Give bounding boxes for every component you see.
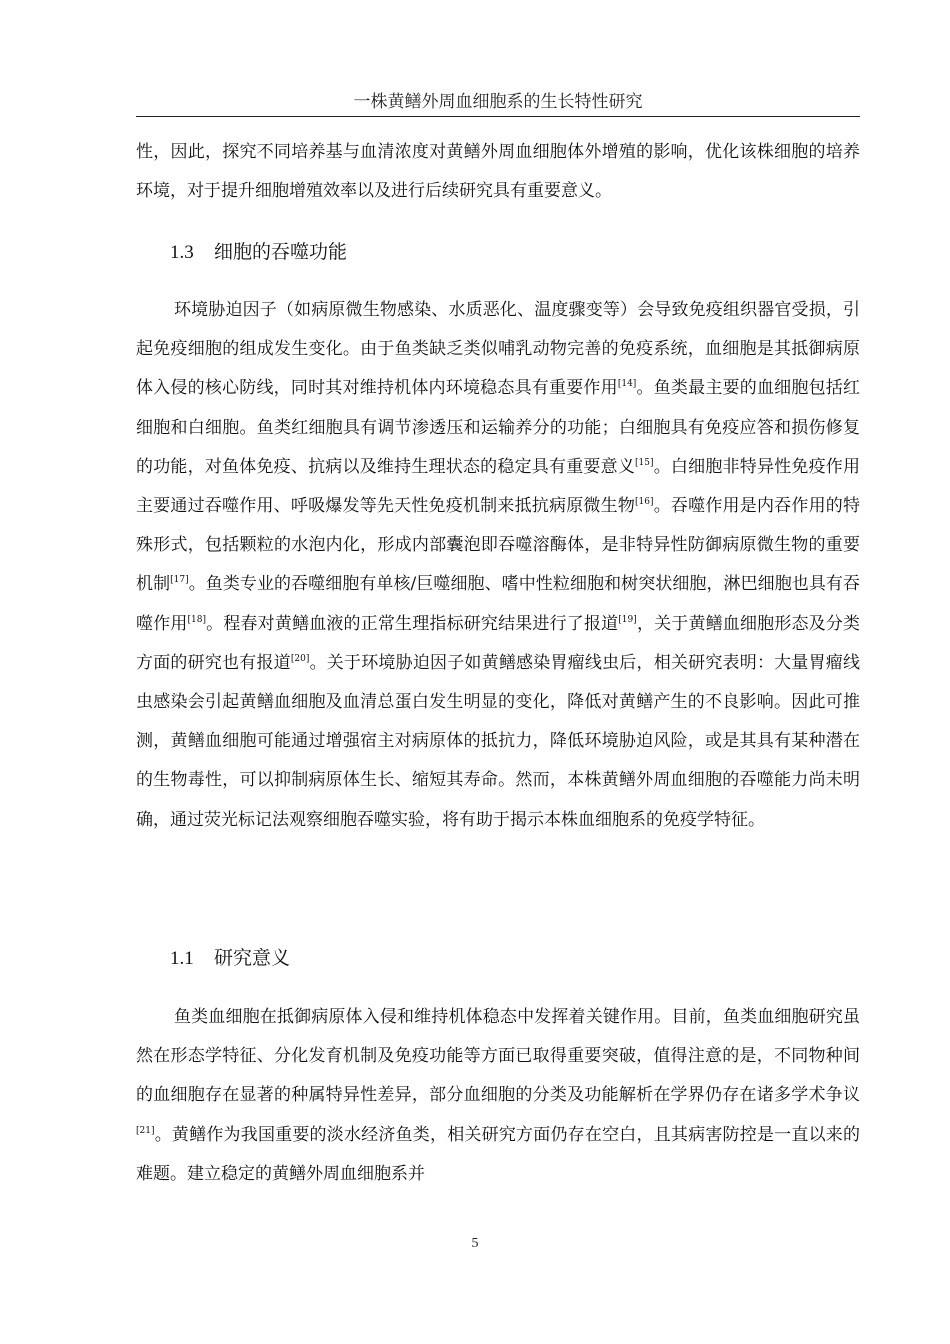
citation: [21] <box>136 1125 155 1136</box>
running-header: 一株黄鳝外周血细胞系的生长特性研究 <box>353 92 643 112</box>
paragraph-text: 。鱼类专业的吞噬细胞有单核/巨噬细胞、嗜中性粒细胞和树突状细胞，淋巴细胞也具有吞噬作用 <box>136 574 860 634</box>
phagocytosis-paragraph <box>136 291 860 840</box>
continuation-paragraph: 性，因此，探究不同培养基与血清浓度对黄鳝外周血细胞体外增殖的影响，优化该株细胞的培养环境，对于提升细胞增殖效率以及进行后续研究具有重要意义。 <box>136 142 860 202</box>
citation: [18] <box>187 614 206 625</box>
citation: [19] <box>618 614 637 625</box>
paragraph-text: 。吞噬作用是内吞作用的特殊形式，包括颗粒的水泡内化，形成内部囊泡即吞噬溶酶体，是非特异性防御病原微生物的重要机制 <box>136 496 861 595</box>
citation: [20] <box>290 653 310 664</box>
section-number: 1.1 <box>170 948 194 969</box>
paragraph-text: 鱼类血细胞在抵御病原体入侵和维持机体稳态中发挥着关键作用。目前，鱼类血细胞研究虽然在形态学特征、分化发育机制及免疫功能等方面已取得重要突破，值得注意的是，不同物种间的血细胞存在显著的种属特异性差异，部分血细胞的分类及功能解析在学界仍存在诸多学术争议 <box>136 1007 860 1106</box>
paragraph-text: 。程春对黄鳝血液的正常生理指标研究结果进行了报道 <box>206 613 619 634</box>
paragraph-text: 。鱼类最主要的血细胞包括红细胞和白细胞。鱼类红细胞具有调节渗透压和运输养分的功能；白细胞具有免疫应答和损伤修复的功能，对鱼体免疫、抗病以及维持生理状态的稳定具有重要意义 <box>136 378 861 477</box>
section-number: 1.3 <box>170 242 194 263</box>
paragraph-text: 。白细胞非特异性免疫作用主要通过吞噬作用、呼吸爆发等先天性免疫机制来抵抗病原微生物 <box>136 456 861 517</box>
citation: [15] <box>635 457 654 468</box>
citation: [17] <box>170 575 189 586</box>
section-heading-1-1 <box>170 944 290 973</box>
paragraph-text: ，关于黄鳝血细胞形态及分类方面的研究也有报道 <box>136 613 861 673</box>
section-heading-1-3 <box>170 238 347 267</box>
citation: [16] <box>635 497 654 508</box>
paragraph-text: 。黄鳝作为我国重要的淡水经济鱼类，相关研究方面仍存在空白，且其病害防控是一直以来的难题。建立稳定的黄鳝外周血细胞系并 <box>136 1124 860 1184</box>
research-significance-paragraph <box>136 998 860 1194</box>
header-rule <box>136 116 860 117</box>
paragraph-text: 。关于环境胁迫因子如黄鳝感染胃瘤线虫后，相关研究表明：大量胃瘤线虫感染会引起黄鳝血细胞及血清总蛋白发生明显的变化，降低对黄鳝产生的不良影响。因此可推测，黄鳝血细胞可能通过增强宿主对病原体的抵抗力，降低环境胁迫风险，或是其具有某种潜在的生物毒性，可以抑制病原体生长、缩短其寿命。然而，本株黄鳝外周血细胞的吞噬能力尚未明确，通过荧光标记法观察细胞吞噬实验，将有助于揭示本株血细胞系的免疫学特征。 <box>136 652 861 830</box>
section-title: 研究意义 <box>214 947 291 969</box>
section-title: 细胞的吞噬功能 <box>214 241 348 263</box>
page-number: 5 <box>471 1236 479 1251</box>
citation: [14] <box>617 379 637 390</box>
paragraph-text: 环境胁迫因子（如病原微生物感染、水质恶化、温度骤变等）会导致免疫组织器官受损，引起免疫细胞的组成发生变化。由于鱼类缺乏类似哺乳动物完善的免疫系统，血细胞是其抵御病原体入侵的核心防线，同时其对维持机体内环境稳态具有重要作用 <box>136 300 860 399</box>
